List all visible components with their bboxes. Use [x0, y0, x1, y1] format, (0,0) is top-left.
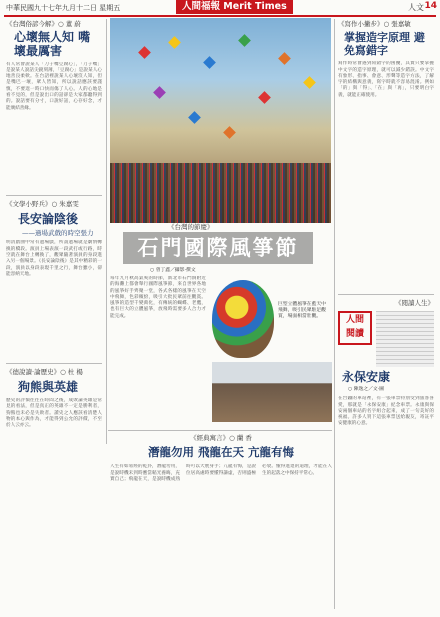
article-title: 永保安康 [342, 370, 391, 385]
newspaper-logo: 人間福報 Merit Times [176, 0, 293, 14]
ticket-image [376, 311, 434, 367]
column-tag: 《閱讀人生》 [395, 299, 434, 308]
article-title: 潛龍勿用 飛龍在天 亢龍有悔 [147, 445, 294, 459]
article-title: 長安論陰後 [18, 211, 79, 226]
feature-tag: 《台灣的節慶》 [168, 223, 214, 231]
feature-body: 每年九月秋高氣爽的時節，新北市石門洞附近的海灘上都會舉行國際風箏節，來自世界各地的風箏好手齊聚一堂，各式各樣的風箏在天空中飛舞，色彩繽紛，吸引大批民眾前往觀賞。風箏的造型千變萬化，有傳統的蝴蝶、老鷹，也有巨大的立體風箏，放飛時需要多人合力才能完成。 [110, 276, 206, 319]
feature-photo [110, 18, 331, 223]
section-label: 人文 [408, 3, 424, 12]
right-column [338, 19, 434, 601]
column-divider-right [334, 19, 335, 609]
feature-credit: ○ 曾丁鑫／攝影‧撰文 [150, 268, 196, 273]
article-byline: ○ 陳逸之／文‧圖 [348, 387, 385, 393]
article-body: 在台鐵的車站裡，有一張車票特別受到旅客喜愛，那就是「永保安康」紀念車票。永康與保安兩個車站的名字組合起來，成了一句美好的祝福。許多人買下這張車票送給親友，寄託平安健康的心意。 [338, 396, 434, 427]
column-tag: 《台灣俗諺今解》○ 董 蔚 [6, 20, 81, 28]
article-body: 寫作時常會遇到寫錯字的困擾，其實只要掌握中文字的造字原理，就可以減少錯誤。中文字有象形、指事、會意、形聲等造字方法，了解字的結構與意義，寫字時就不容易混淆。例如「的」與「得」、「在」與「再」，只要明白字義，就能正確使用。 [338, 61, 434, 98]
feature-title: 石門國際風箏節 [123, 232, 313, 264]
column-tag: 《文學小野兵》○ 朱嘉雯 [6, 199, 79, 208]
column-tag: 《德說讀‧論歷史》○ 杜 楊 [6, 368, 83, 377]
article-title: 心壞無人知 嘴壞最厲害 [14, 30, 91, 58]
column-tag: 《寫作小撇步》○ 張嘉敏 [338, 20, 411, 28]
article-title: 狗熊與英雄 [18, 380, 79, 395]
article-title: 掌握造字原理 避免寫錯字 [344, 31, 425, 57]
column-divider-left [106, 19, 107, 444]
column-tag: 《經典寓言》○ 蘭 香 [190, 434, 252, 442]
issue-date: 中華民國九十七年九月十二日 星期五 [6, 4, 121, 12]
article-body: 歷史的評價往往在時間之後，成敗論英雄是常見的看法，但是真正的英雄不一定是勝利者，狗熊也未必是失敗者。讀史之人應該看清楚人物的本心與作為，才能得到公允的評價，不至於人云亦云。 [6, 398, 102, 429]
kite-photo [212, 280, 274, 358]
bottom-article [110, 433, 332, 599]
crowd-photo [212, 362, 332, 422]
article-subtitle: ——過場武戲的時空張力 [22, 229, 94, 238]
article-body: 明清戲曲中常有過場戲，所謂過場就是劇情轉換的橋段。演員上場表演一段武打或行路，時空就在舞台上轉換了，觀眾隨著演員的身段進入另一個場景。《長安論陰後》是其中精彩的一段，演員以身段表現千里之行，舞台雖小，卻能容納天地。 [6, 240, 102, 277]
left-column [6, 19, 102, 498]
reading-seal: 人間 閱讀 [338, 311, 372, 345]
article-body: 人生有如易經的乾卦，潛龍勿用，是說時機未到時應當韜光養晦，充實自己；飛龍在天，是說時機成熟時可以大展身手；亢龍有悔，是說位居高處時要懂得謙虛，否則盛極必衰。懂得進退的道理，才能在人生的起落之中保持平常心。 [110, 464, 332, 482]
header-rule [4, 15, 436, 17]
page-number: 14 [424, 1, 437, 11]
article-body: 有人常會說某人「刀子嘴豆腐心」，「刀子嘴」是說某人說話尖銳刻薄，「豆腐心」是說某人心地善良柔軟。在台語裡說某人心壞沒人知，但是嘴巴一壞，眾人皆知，所以說話應該要謹慎，不要逞一時口快而傷了人心。人的心地是看不見的，但是說出口的話卻是大家都聽得到的。說話要有分寸，口說好話，心存好念，才能廣結善緣。 [6, 61, 102, 111]
photo-caption: 巨型立體風箏在藍天中飛舞，吸引民眾駐足觀賞，場面相當壯觀。 [278, 302, 326, 320]
